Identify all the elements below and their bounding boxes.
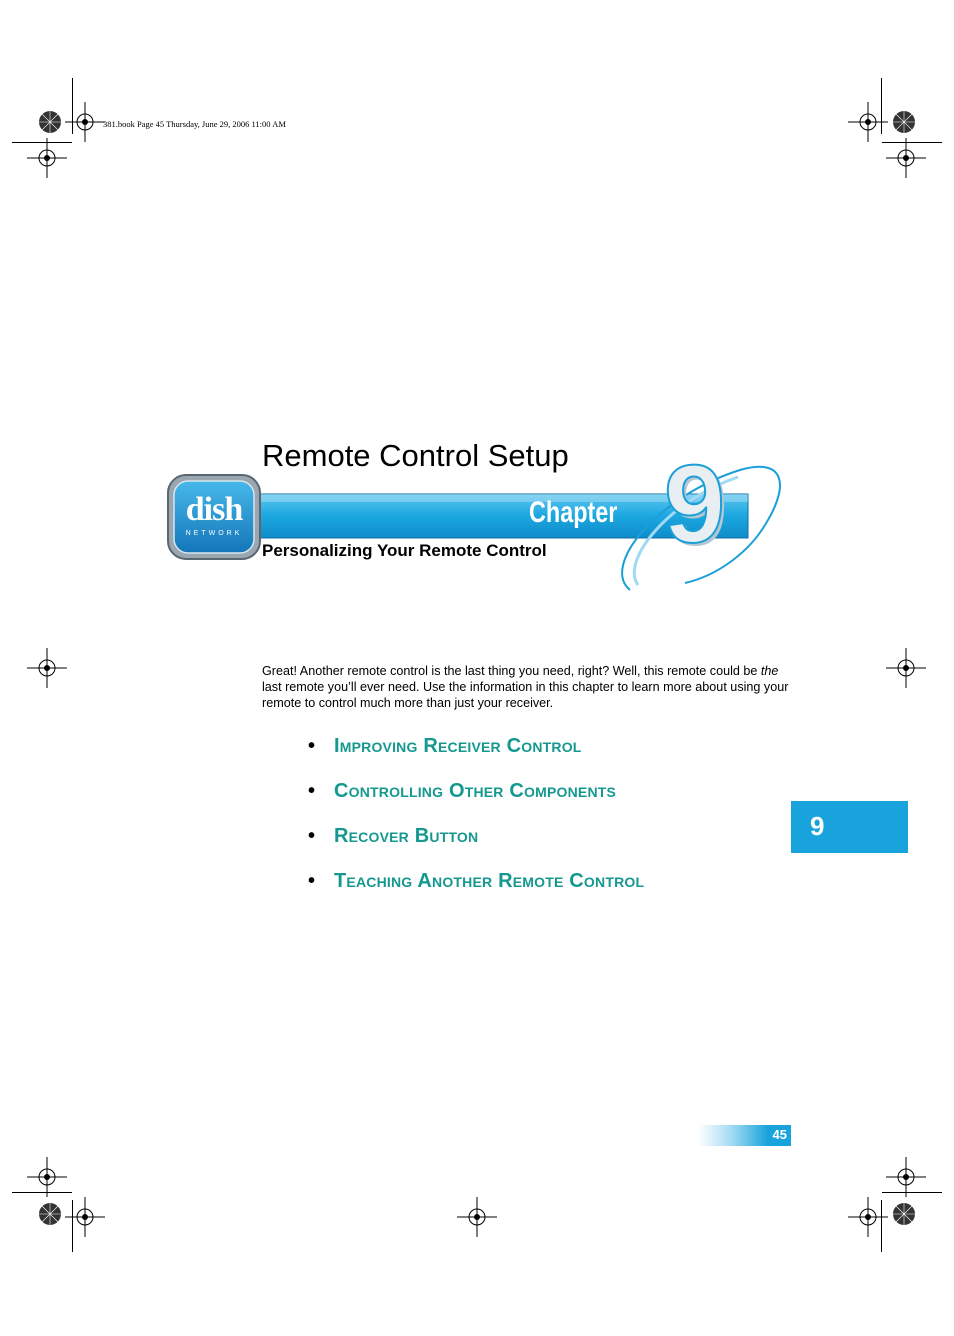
registration-mark-icon	[848, 102, 888, 142]
registration-mark-icon	[65, 1197, 105, 1237]
star-target-icon	[38, 1202, 62, 1226]
intro-paragraph	[262, 663, 792, 712]
chapter-subtitle: Personalizing Your Remote Control	[262, 541, 547, 560]
logo-wordmark: dish	[185, 491, 243, 528]
toc-link[interactable]: Teaching Another Remote Control	[334, 870, 645, 892]
chapter-contents-list	[308, 724, 788, 904]
registration-mark-icon	[886, 1157, 926, 1197]
trim-line	[881, 78, 882, 134]
trim-line	[72, 1200, 73, 1252]
toc-item-recover-button[interactable]	[308, 814, 788, 859]
dish-network-logo	[174, 481, 254, 553]
logo-subtext: NETWORK	[185, 530, 243, 537]
trim-line	[881, 1200, 882, 1252]
chapter-number-graphic: 9	[664, 443, 726, 566]
intro-text: Great! Another remote control is the last thing you need, right? Well, this remote could be	[262, 664, 761, 678]
side-tab-number: 9	[810, 811, 825, 841]
intro-emphasis: the	[760, 664, 779, 678]
star-target-icon	[892, 1202, 916, 1226]
chapter-side-tab	[791, 801, 908, 853]
registration-mark-icon	[27, 648, 67, 688]
registration-mark-icon	[848, 1197, 888, 1237]
trim-line	[72, 78, 73, 134]
bullet: •	[308, 870, 316, 892]
toc-link[interactable]: Controlling Other Components	[334, 780, 617, 802]
toc-link[interactable]: Improving Receiver Control	[334, 735, 582, 757]
trim-line	[882, 142, 942, 143]
trim-line	[12, 142, 72, 143]
registration-mark-icon	[457, 1197, 497, 1237]
chapter-label: Chapter	[529, 496, 618, 529]
registration-mark-icon	[65, 102, 105, 142]
bullet: •	[308, 825, 316, 847]
star-target-icon	[38, 110, 62, 134]
bullet: •	[308, 735, 316, 757]
print-slug: 381.book Page 45 Thursday, June 29, 2006 11:00 AM	[103, 119, 286, 129]
star-target-icon	[892, 110, 916, 134]
bullet: •	[308, 780, 316, 802]
toc-item-teaching-another-remote-control[interactable]	[308, 859, 788, 904]
toc-item-improving-receiver-control[interactable]	[308, 724, 788, 769]
page-number: 45	[772, 1127, 787, 1142]
toc-item-controlling-other-components[interactable]	[308, 769, 788, 814]
registration-mark-icon	[27, 138, 67, 178]
trim-line	[882, 1192, 942, 1193]
intro-text: last remote you’ll ever need. Use the information in this chapter to learn more about using your remote to control much more than just your receiver.	[262, 680, 789, 711]
registration-mark-icon	[886, 648, 926, 688]
chapter-title: Remote Control Setup	[262, 438, 569, 473]
trim-line	[12, 1192, 72, 1193]
registration-mark-icon	[27, 1157, 67, 1197]
registration-mark-icon	[886, 138, 926, 178]
toc-link[interactable]: Recover Button	[334, 825, 479, 847]
page-number-badge	[698, 1125, 791, 1146]
